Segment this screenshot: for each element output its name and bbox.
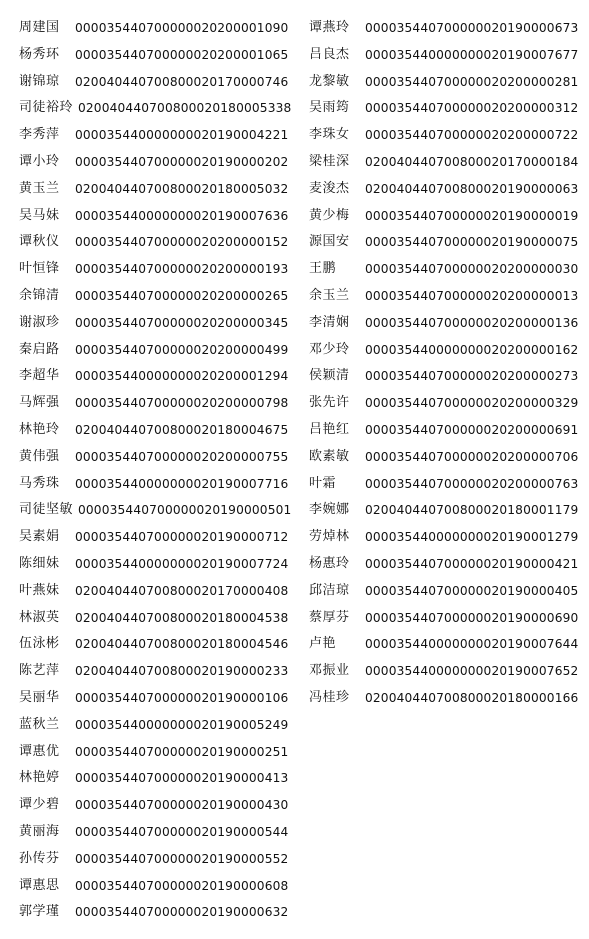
person-name: 黄丽海 xyxy=(19,823,60,839)
person-name: 蔡厚芬 xyxy=(309,609,350,625)
account-number: 000035440700000020190000075 xyxy=(365,235,579,250)
account-number: 000035440700000020190000106 xyxy=(75,690,289,705)
person-name: 蓝秋兰 xyxy=(19,716,60,732)
person-name: 邱洁琼 xyxy=(309,582,350,598)
account-number: 000035440000000020190007677 xyxy=(365,47,579,62)
person-name: 马秀珠 xyxy=(19,475,60,491)
person-name: 司徒坚敏 xyxy=(19,502,74,518)
person-name: 伍泳彬 xyxy=(19,636,60,652)
person-name: 李珠女 xyxy=(309,127,350,143)
person-name: 欧素敏 xyxy=(309,448,350,464)
account-number: 000035440700000020200000152 xyxy=(75,235,289,250)
person-name: 林淑英 xyxy=(19,609,60,625)
account-number: 000035440000000020190007716 xyxy=(75,476,289,491)
person-name: 谭少碧 xyxy=(19,797,60,813)
account-number: 000035440700000020190000405 xyxy=(365,583,579,598)
person-name: 谢淑珍 xyxy=(19,314,60,330)
account-number: 000035440700000020200000273 xyxy=(365,369,579,384)
account-number: 000035440700000020200000722 xyxy=(365,128,579,143)
person-name: 叶恒锋 xyxy=(19,261,60,277)
person-name: 杨惠玲 xyxy=(309,555,350,571)
account-number: 000035440700000020190000552 xyxy=(75,851,289,866)
account-number: 000035440700000020200001090 xyxy=(75,21,289,35)
account-number: 000035440700000020190000421 xyxy=(365,556,579,571)
person-name: 黄少梅 xyxy=(309,207,350,223)
person-name: 吴丽华 xyxy=(19,689,60,705)
person-name: 冯桂珍 xyxy=(309,689,350,705)
person-name: 叶燕妹 xyxy=(19,582,60,598)
person-name: 张先许 xyxy=(309,395,350,411)
person-name: 李清娴 xyxy=(309,314,350,330)
account-number: 000035440700000020190000632 xyxy=(75,905,289,920)
account-number: 000035440000000020190005249 xyxy=(75,717,289,732)
person-name: 林艳婷 xyxy=(19,770,60,786)
person-name: 马辉强 xyxy=(19,395,60,411)
person-name: 吕艳红 xyxy=(309,421,350,437)
person-name: 司徒裕玲 xyxy=(19,100,74,116)
account-number: 000035440700000020190000712 xyxy=(75,530,289,545)
person-name: 王鹏 xyxy=(309,261,337,277)
account-number: 000035440000000020200000162 xyxy=(365,342,579,357)
person-name: 谭惠优 xyxy=(19,743,60,759)
person-name: 黄玉兰 xyxy=(19,180,60,196)
account-number: 000035440700000020190000202 xyxy=(75,154,289,169)
person-name: 邓少玲 xyxy=(309,341,350,357)
account-number: 000035440700000020200000763 xyxy=(365,476,579,491)
account-number: 000035440700000020200000136 xyxy=(365,315,579,330)
person-name: 谭秋仪 xyxy=(19,234,60,250)
person-name: 李秀萍 xyxy=(19,127,60,143)
account-number: 000035440700000020190000690 xyxy=(365,610,579,625)
person-name: 余玉兰 xyxy=(309,287,350,303)
account-number: 000035440700000020200000345 xyxy=(75,315,289,330)
person-name: 李婉娜 xyxy=(309,502,350,518)
person-name: 吴马妹 xyxy=(19,207,60,223)
account-number: 020040440700800020170000746 xyxy=(75,74,289,89)
account-number: 000035440700000020200000329 xyxy=(365,396,579,411)
account-number: 000035440000000020200001294 xyxy=(75,369,289,384)
account-number: 000035440000000020190007724 xyxy=(75,556,289,571)
person-name: 郭学瑾 xyxy=(19,904,60,920)
person-name: 源国安 xyxy=(309,234,350,250)
person-name: 邓振业 xyxy=(309,663,350,679)
account-number: 000035440700000020200000193 xyxy=(75,262,289,277)
person-name: 秦启路 xyxy=(19,341,60,357)
person-name: 孙传芬 xyxy=(19,850,60,866)
account-number: 000035440700000020200000755 xyxy=(75,449,289,464)
person-name: 吴素娟 xyxy=(19,529,60,545)
account-number: 000035440700000020190000430 xyxy=(75,798,289,813)
person-name: 陈细妹 xyxy=(19,555,60,571)
person-name: 黄伟强 xyxy=(19,448,60,464)
account-number: 000035440700000020190000608 xyxy=(75,878,289,893)
person-name: 侯颖清 xyxy=(309,368,350,384)
person-name: 吴雨筠 xyxy=(309,100,350,116)
account-number: 000035440700000020200000265 xyxy=(75,288,289,303)
person-name: 谭燕玲 xyxy=(309,20,350,35)
person-name: 吕良杰 xyxy=(309,46,350,62)
account-number: 020040440700800020180001179 xyxy=(365,503,579,518)
person-name: 龙黎敏 xyxy=(309,73,350,89)
person-name: 周建国 xyxy=(19,20,60,35)
person-name: 叶霜 xyxy=(309,475,337,491)
account-number: 020040440700800020190000063 xyxy=(365,181,579,196)
person-name: 谭惠思 xyxy=(19,877,60,893)
account-number: 000035440700000020200000691 xyxy=(365,422,579,437)
account-number: 000035440000000020190001279 xyxy=(365,530,579,545)
person-name: 谭小玲 xyxy=(19,153,60,169)
account-number: 020040440700800020170000408 xyxy=(75,583,289,598)
account-number: 020040440700800020180000166 xyxy=(365,690,579,705)
account-number: 020040440700800020170000184 xyxy=(365,154,579,169)
person-name: 李超华 xyxy=(19,368,60,384)
account-number: 000035440700000020200000312 xyxy=(365,101,579,116)
person-name: 麦浚杰 xyxy=(309,180,350,196)
account-number: 000035440700000020200000281 xyxy=(365,74,579,89)
account-number: 020040440700800020190000233 xyxy=(75,664,289,679)
account-number: 000035440000000020190007652 xyxy=(365,664,579,679)
person-name: 谢锦琼 xyxy=(19,73,60,89)
account-number: 000035440700000020190000019 xyxy=(365,208,579,223)
account-number: 020040440700800020180004675 xyxy=(75,422,289,437)
person-name: 林艳玲 xyxy=(19,421,60,437)
account-number: 000035440700000020200000499 xyxy=(75,342,289,357)
account-number: 000035440000000020190007636 xyxy=(75,208,289,223)
account-number: 000035440700000020200000706 xyxy=(365,449,579,464)
person-name: 梁桂深 xyxy=(309,153,350,169)
account-number: 000035440700000020190000673 xyxy=(365,21,579,35)
account-number: 000035440700000020190000501 xyxy=(78,503,292,518)
person-name: 卢艳 xyxy=(309,636,337,652)
account-number: 020040440700800020180005032 xyxy=(75,181,289,196)
account-number: 000035440700000020200000013 xyxy=(365,288,579,303)
person-name: 杨秀环 xyxy=(19,46,60,62)
account-number: 000035440700000020200001065 xyxy=(75,47,289,62)
account-number: 020040440700800020180004546 xyxy=(75,637,289,652)
account-number: 000035440700000020190000413 xyxy=(75,771,289,786)
account-number: 000035440000000020190004221 xyxy=(75,128,289,143)
account-number: 000035440700000020190000251 xyxy=(75,744,289,759)
account-number: 000035440000000020190007644 xyxy=(365,637,579,652)
person-name: 余锦清 xyxy=(19,287,60,303)
account-number: 000035440700000020200000030 xyxy=(365,262,579,277)
account-number: 020040440700800020180004538 xyxy=(75,610,289,625)
person-name: 陈艺萍 xyxy=(19,663,60,679)
account-number: 000035440700000020190000544 xyxy=(75,824,289,839)
person-name: 劳焯林 xyxy=(309,529,350,545)
account-number: 020040440700800020180005338 xyxy=(78,101,292,116)
account-number: 000035440700000020200000798 xyxy=(75,396,289,411)
